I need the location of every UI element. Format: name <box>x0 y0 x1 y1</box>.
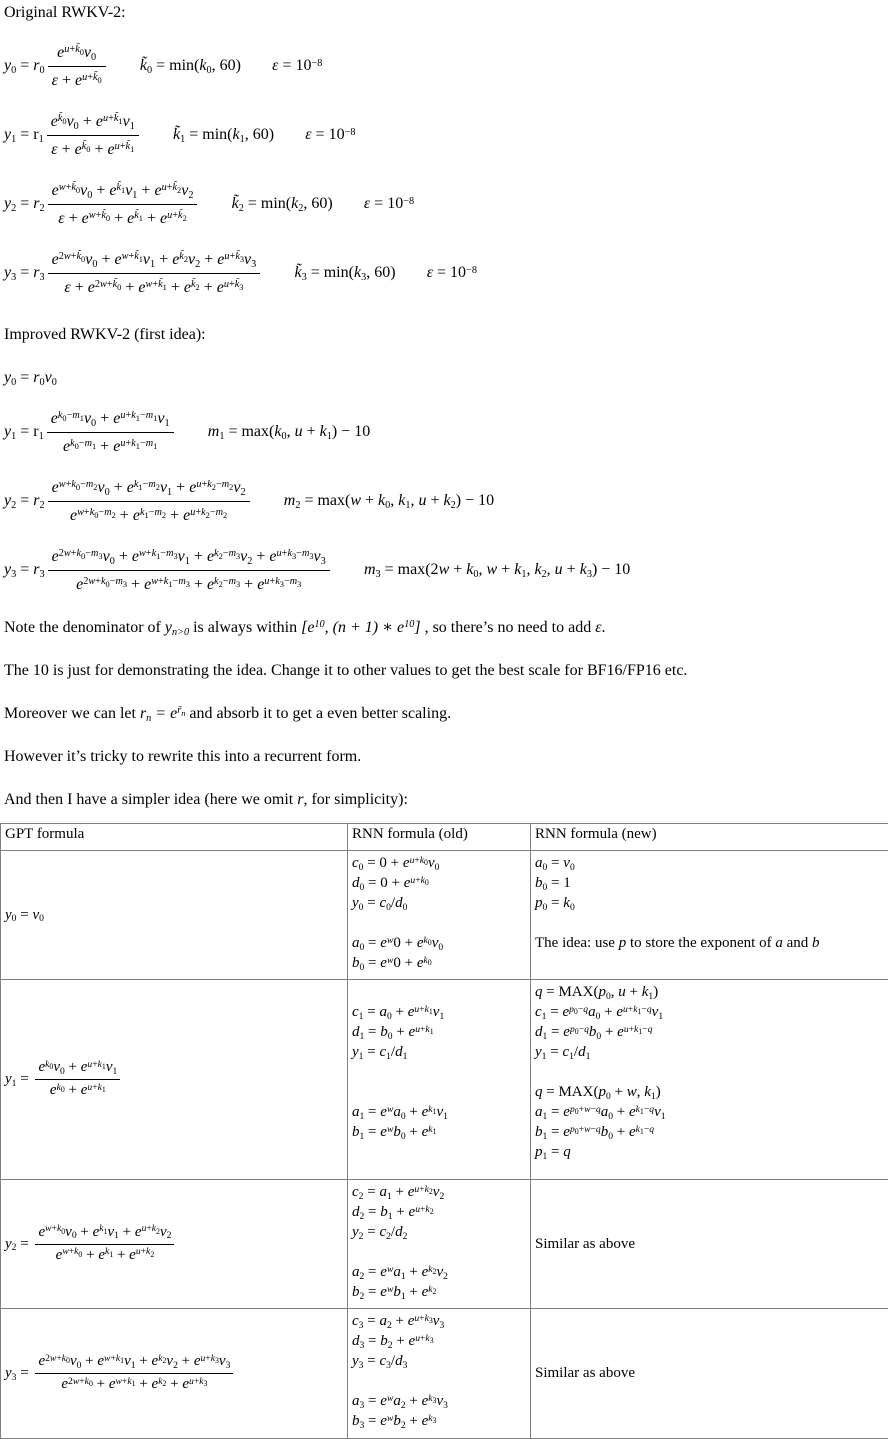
formula-line: $d_0 = 0 + e^{u+k_0}$ <box>352 873 526 893</box>
formula-line: $b_1 = e^wb_0 + e^{k_1}$ <box>352 1122 526 1142</box>
formula-line: $y_0 = c_0/d_0$ <box>352 893 526 913</box>
formula-line <box>535 913 884 933</box>
table-header-rnn-old: RNN formula (old) <box>348 824 531 851</box>
formula-line: $c_3 = a_2 + e^{u+k_3}v_3$ <box>352 1311 526 1331</box>
formula-line: $b_0 = e^w0 + e^{k_0}$ <box>352 953 526 973</box>
table-row-y0 <box>1 851 888 980</box>
rnn-old-cell-y3 <box>348 1309 531 1439</box>
rnn-old-cell-y0 <box>348 851 531 980</box>
formula-original-y2: $y_2 = r_2$ $\frac{e^{w+k̃_0}v_0 + e^{k̃_1}v_1 + e^{u+k̃_2}v_2}{\varepsilon + e^{w+k̃_0} + e^{k̃_1} + e^{u+k̃_2}}$ $k̃_2 = \min(k_2$, 60) $\varepsilon = 10^{-8}$ <box>4 179 888 230</box>
formula-line: $d_1 = b_0 + e^{u+k_1}$ <box>352 1022 526 1042</box>
formula-line <box>352 1062 526 1082</box>
note-denominator: Note the denominator of $y_{n>0}$ is always within [$e^{10}$, (n + 1) ∗ $e^{10}$] , so there’s no need to add ε. <box>4 617 888 639</box>
formula-improved-y3: $y_3 = r_3$ $\frac{e^{2w+k_0-m_3}v_0 + e^{w+k_1-m_3}v_1 + e^{k_2-m_3}v_2 + e^{u+k_3-m_3}v_3}{e^{2w+k_0-m_3} + e^{w+k_1-m_3} + e^{k_2-m_3} + e^{u+k_3-m_3}}$ $m_3 = \max(2w + k_0$, $w + k_1$, $k_2$, $u + k_3) - 10$ <box>4 545 888 596</box>
formula-line: $y_1 = c_1/d_1$ <box>352 1042 526 1062</box>
table-row-y2 <box>1 1180 888 1309</box>
formula-line: $c_2 = a_1 + e^{u+k_2}v_2$ <box>352 1182 526 1202</box>
formula-line <box>352 1242 526 1262</box>
formula-line <box>352 982 526 1002</box>
formula-line: $c_1 = e^{p_0-q}a_0 + e^{u+k_1-q}v_1$ <box>535 1002 884 1022</box>
formula-line: $d_2 = b_1 + e^{u+k_2}$ <box>352 1202 526 1222</box>
formula-original-y0: $y_0 = r_0$ $\frac{e^{u+k̃_0}v_0}{\varepsilon + e^{u+k̃_0}}$ $k̃_0 = \min(k_0$, 60) $\varepsilon = 10^{-8}$ <box>4 41 888 92</box>
gpt-formula-cell-y3: $y_3$ = $\frac{e^{2w+k_0}v_0 + e^{w+k_1}v_1 + e^{k_2}v_2 + e^{u+k_3}v_3}{e^{2w+k_0} + e^{w+k_1} + e^{k_2} + e^{u+k_3}}$ <box>1 1309 348 1439</box>
formula-line: $d_3 = b_2 + e^{u+k_3}$ <box>352 1331 526 1351</box>
rnn-old-cell-y2 <box>348 1180 531 1309</box>
formula-original-y1: $y_1 = r_1$ $\frac{e^{k̃_0}v_0 + e^{u+k̃_1}v_1}{\varepsilon + e^{k̃_0} + e^{u+k̃_1}}$ $k̃_1 = \min(k_1$, 60) $\varepsilon = 10^{-8}$ <box>4 110 888 161</box>
rnn-new-cell-y0 <box>531 851 888 980</box>
formula-line: $y_2 = c_2/d_2$ <box>352 1222 526 1242</box>
formula-line: $a_2 = e^wa_1 + e^{k_2}v_2$ <box>352 1262 526 1282</box>
table-row-y3 <box>1 1309 888 1439</box>
formula-original-y3: $y_3 = r_3$ $\frac{e^{2w+k̃_0}v_0 + e^{w+k̃_1}v_1 + e^{k̃_2}v_2 + e^{u+k̃_3}v_3}{\varepsilon + e^{2w+k̃_0} + e^{w+k̃_1} + e^{k̃_2} + e^{u+k̃_3}}$ $k̃_3 = \min(k_3$, 60) $\varepsilon = 10^{-8}$ <box>4 248 888 299</box>
formula-line: $d_1 = e^{p_0-q}b_0 + e^{u+k_1-q}$ <box>535 1022 884 1042</box>
formula-line: $p_1 = q$ <box>535 1142 884 1162</box>
table-header-row <box>1 824 888 851</box>
formula-line: $a_1 = e^{p_0+w-q}a_0 + e^{k_1-q}v_1$ <box>535 1102 884 1122</box>
formula-line: $y_1 = c_1/d_1$ <box>535 1042 884 1062</box>
formula-line <box>352 1371 526 1391</box>
rnn-new-cell-y1 <box>531 980 888 1180</box>
formula-line <box>352 913 526 933</box>
formula-line: $a_0 = e^w0 + e^{k_0}v_0$ <box>352 933 526 953</box>
formula-line: $b_0 = 1$ <box>535 873 884 893</box>
table-row-y1 <box>1 980 888 1180</box>
formula-improved-y0: $y_0 = r_0v_0$ <box>4 367 888 389</box>
formula-line: $p_0 = k_0$ <box>535 893 884 913</box>
note-scale: The 10 is just for demonstrating the idea. Change it to other values to get the best scale for BF16/FP16 etc. <box>4 660 888 682</box>
formula-line: $c_1 = a_0 + e^{u+k_1}v_1$ <box>352 1002 526 1022</box>
note-simpler-idea: And then I have a simpler idea (here we omit r, for simplicity): <box>4 789 888 811</box>
rnn-old-cell-y1 <box>348 980 531 1180</box>
formula-improved-y1: $y_1 = r_1$ $\frac{e^{k_0-m_1}v_0 + e^{u+k_1-m_1}v_1}{e^{k_0-m_1} + e^{u+k_1-m_1}}$ $m_1 = \max(k_0$, $u + k_1) - 10$ <box>4 407 888 458</box>
gpt-formula-cell-y2: $y_2$ = $\frac{e^{w+k_0}v_0 + e^{k_1}v_1 + e^{u+k_2}v_2}{e^{w+k_0} + e^{k_1} + e^{u+k_2}}$ <box>1 1180 348 1309</box>
formula-line: $b_3 = e^wb_2 + e^{k_3}$ <box>352 1411 526 1431</box>
formula-line: $q = MAX(p_0$, $u + k_1$) <box>535 982 884 1002</box>
section-heading-improved: Improved RWKV-2 (first idea): <box>4 325 888 345</box>
formula-improved-y2: $y_2 = r_2$ $\frac{e^{w+k_0-m_2}v_0 + e^{k_1-m_2}v_1 + e^{u+k_2-m_2}v_2}{e^{w+k_0-m_2} + e^{k_1-m_2} + e^{u+k_2-m_2}}$ $m_2 = \max(w + k_0$, $k_1$, $u + k_2) - 10$ <box>4 476 888 527</box>
formula-line: $b_2 = e^wb_1 + e^{k_2}$ <box>352 1282 526 1302</box>
formula-line: $a_1 = e^wa_0 + e^{k_1}v_1$ <box>352 1102 526 1122</box>
formula-line: $b_1 = e^{p_0+w-q}b_0 + e^{k_1-q}$ <box>535 1122 884 1142</box>
rnn-new-cell-y2: Similar as above <box>531 1180 888 1309</box>
formula-line: $q = MAX(p_0 + w$, $k_1$) <box>535 1082 884 1102</box>
formula-line: The idea: use p to store the exponent of a and b <box>535 933 884 953</box>
formula-line: $a_3 = e^wa_2 + e^{k_3}v_3$ <box>352 1391 526 1411</box>
table-header-gpt: GPT formula <box>1 824 348 851</box>
section-heading-original: Original RWKV-2: <box>4 3 888 23</box>
formula-line: $c_0 = 0 + e^{u+k_0}v_0$ <box>352 853 526 873</box>
gpt-formula-cell-y1: $y_1$ = $\frac{e^{k_0}v_0 + e^{u+k_1}v_1}{e^{k_0} + e^{u+k_1}}$ <box>1 980 348 1180</box>
formula-line: $a_0 = v_0$ <box>535 853 884 873</box>
rnn-new-cell-y3: Similar as above <box>531 1309 888 1439</box>
formula-line: $y_3 = c_3/d_3$ <box>352 1351 526 1371</box>
formula-comparison-table <box>0 823 888 1439</box>
note-tricky: However it’s tricky to rewrite this into a recurrent form. <box>4 746 888 768</box>
formula-line <box>535 1062 884 1082</box>
table-header-rnn-new: RNN formula (new) <box>531 824 888 851</box>
formula-line <box>352 1082 526 1102</box>
note-absorb: Moreover we can let $r_n = e^{r̃_n}$ and absorb it to get a even better scaling. <box>4 703 888 725</box>
gpt-formula-cell-y0: $y_0 = v_0$ <box>1 851 348 980</box>
